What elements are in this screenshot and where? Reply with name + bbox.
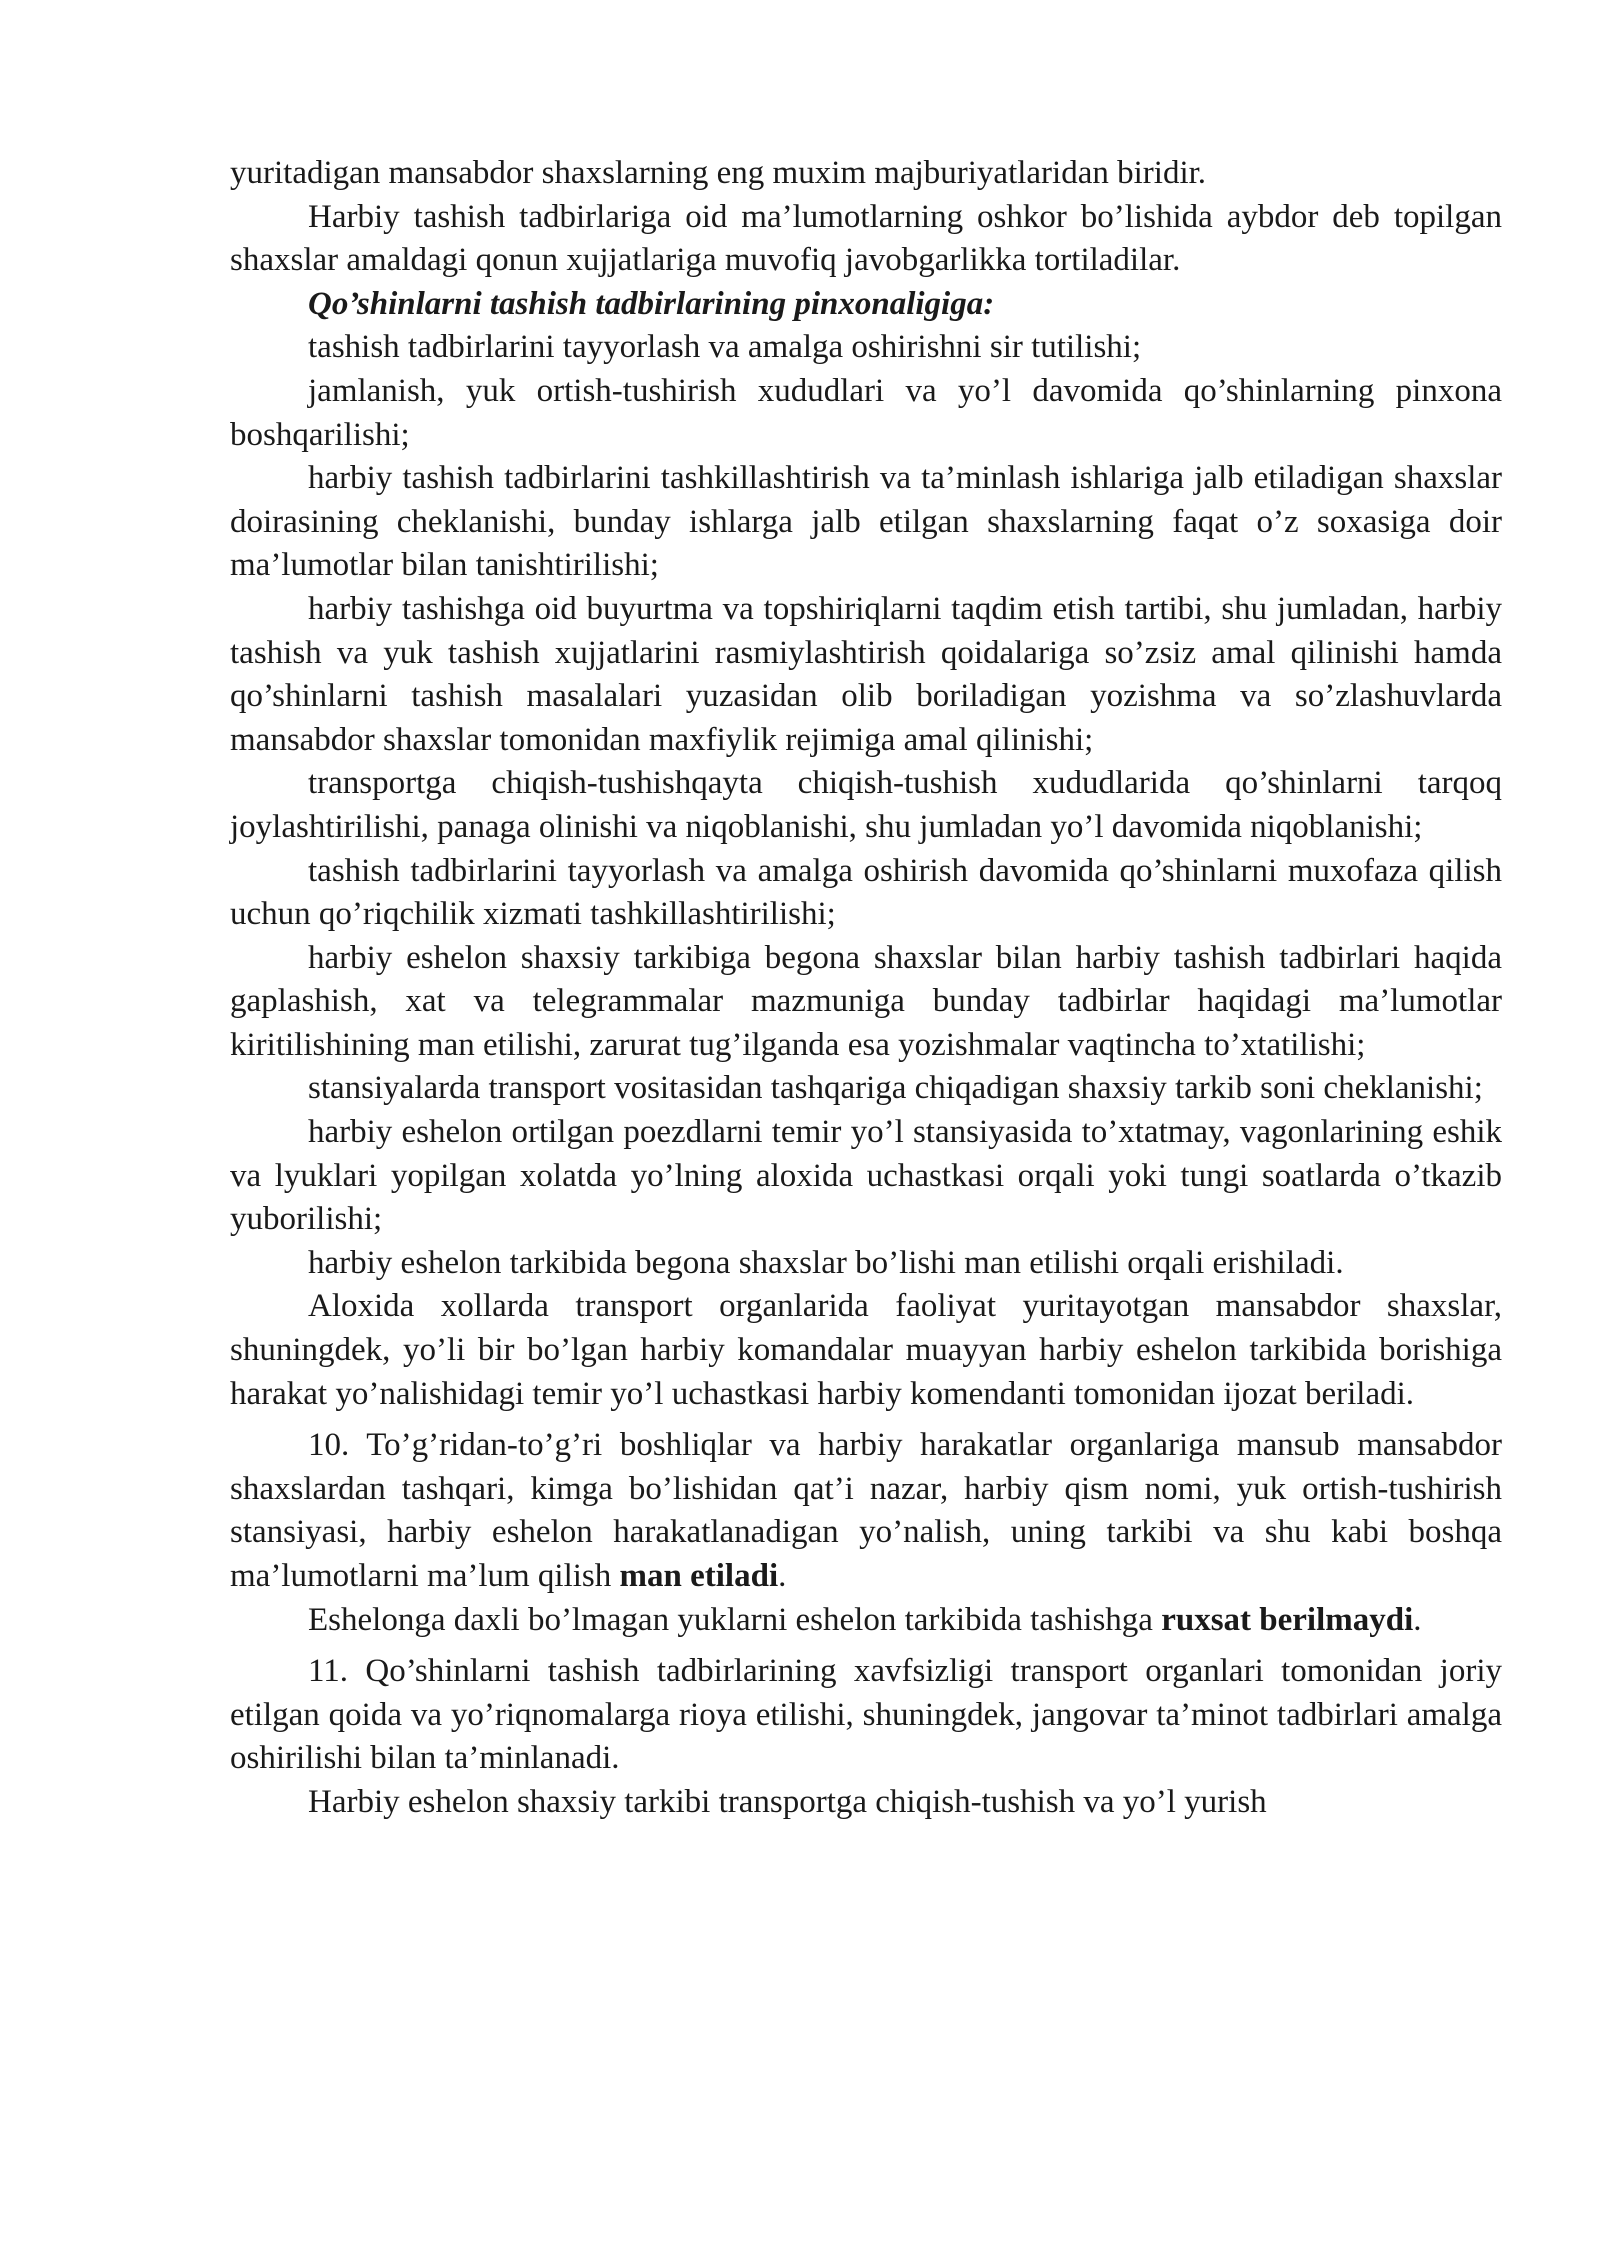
paragraph-cargo-text: Eshelonga daxli bo’lmagan yuklarni eshelon tarkibida tashishga <box>308 1601 1162 1638</box>
paragraph-item-10-emphasis: man etiladi <box>619 1558 779 1594</box>
list-item-secrecy-5: transportga chiqish-tushishqayta chiqish-tushish xududlarida qo’shinlarni tarqoq joylashtirilishi, panaga olinishi va niqoblanishi, shu jumladan yo’l davomida niqoblanishi; <box>230 765 1502 845</box>
paragraph-liability: Harbiy tashish tadbirlariga oid ma’lumotlarning oshkor bo’lishida aybdor deb topilgan shaxslar amaldagi qonun xujjatlariga muvofiq javobgarlikka tortiladilar. <box>230 198 1502 279</box>
paragraph-exceptions: Aloxida xollarda transport organlarida faoliyat yuritayotgan mansabdor shaxslar, shuningdek, yo’li bir bo’lgan harbiy komandalar muayyan harbiy eshelon tarkibida borishiga harakat yo’nalishidagi temir yo’l uchastkasi harbiy komendanti tomonidan ijozat beriladi. <box>230 1288 1502 1412</box>
paragraph-continuation: yuritadigan mansabdor shaxslarning eng muxim majburiyatlaridan biridir. <box>230 155 1207 191</box>
list-item-secrecy-9: harbiy eshelon ortilgan poezdlarni temir yo’l stansiyasida to’xtatmay, vagonlarining eshik va lyuklari yopilgan xolatda yo’lning aloxida uchastkasi orqali yoki tungi soatlarda o’tkazib yuborilishi; <box>230 1114 1502 1238</box>
paragraph-item-10-tail: . <box>778 1558 787 1594</box>
list-item-secrecy-2: jamlanish, yuk ortish-tushirish xududlari va yo’l davomida qo’shinlarning pinxona boshqarilishi; <box>230 372 1502 453</box>
list-item-secrecy-6: tashish tadbirlarini tayyorlash va amalga oshirish davomida qo’shinlarni muxofaza qilish uchun qo’riqchilik xizmati tashkillashtirilishi; <box>230 852 1502 933</box>
paragraph-item-11: 11. Qo’shinlarni tashish tadbirlarining xavfsizligi transport organlari tomonidan joriy etilgan qoida va yo’riqnomalarga rioya etilishi, shuningdek, jangovar ta’minot tadbirlari amalga oshirilishi bilan ta’minlanadi. <box>230 1653 1502 1777</box>
paragraph-item-10-text: 10. To’g’ridan-to’g’ri boshliqlar va harbiy harakatlar organlariga mansub mansabdor shaxslardan tashqari, kimga bo’lishidan qat’i nazar, harbiy qism nomi, yuk ortish-tushirish stansiyasi, harbiy eshelon harakatlanadigan yo’nalish, uning tarkibi va shu kabi boshqa ma’lumotlarni ma’lum qilish <box>230 1427 1502 1594</box>
section-heading-secrecy <box>230 283 1502 327</box>
list-item-secrecy-7: harbiy eshelon shaxsiy tarkibiga begona shaxslar bilan harbiy tashish tadbirlari haqida gaplashish, xat va telegrammalar mazmuniga bunday tadbirlar haqidagi ma’lumotlar kiritilishining man etilishi, zarurat tug’ilganda esa yozishmalar vaqtincha to’xtatilishi; <box>230 939 1502 1063</box>
document-page <box>230 152 1502 1825</box>
list-item-secrecy-8: stansiyalarda transport vositasidan tashqariga chiqadigan shaxsiy tarkib soni cheklanishi; <box>308 1070 1483 1107</box>
section-heading-text: Qo’shinlarni tashish tadbirlarining pinxonaligiga: <box>308 285 995 322</box>
paragraph-cargo <box>230 1599 1502 1643</box>
list-item-secrecy-1: tashish tadbirlarini tayyorlash va amalga oshirishni sir tutilishi; <box>308 329 1142 366</box>
paragraph-cargo-emphasis: ruxsat berilmaydi <box>1161 1601 1414 1638</box>
list-item-secrecy-3: harbiy tashish tadbirlarini tashkillashtirish va ta’minlash ishlariga jalb etiladigan shaxslar doirasining cheklanishi, bunday ishlarga jalb etilgan shaxslarning faqat o’z soxasiga doir ma’lumotlar bilan tanishtirilishi; <box>230 460 1502 584</box>
paragraph-item-10 <box>230 1424 1502 1598</box>
paragraph-final: Harbiy eshelon shaxsiy tarkibi transportga chiqish-tushish va yo’l yurish <box>308 1783 1267 1820</box>
list-item-secrecy-4: harbiy tashishga oid buyurtma va topshiriqlarni taqdim etish tartibi, shu jumladan, harbiy tashish va yuk tashish xujjatlarini rasmiylashtirish qoidalariga so’zsiz amal qilinishi hamda qo’shinlarni tashish masalalari yuzasidan olib boriladigan yozishma va so’zlashuvlarda mansabdor shaxslar tomonidan maxfiylik rejimiga amal qilinishi; <box>230 590 1502 758</box>
paragraph-cargo-tail: . <box>1413 1601 1422 1638</box>
list-item-secrecy-10: harbiy eshelon tarkibida begona shaxslar bo’lishi man etilishi orqali erishiladi. <box>308 1244 1344 1281</box>
